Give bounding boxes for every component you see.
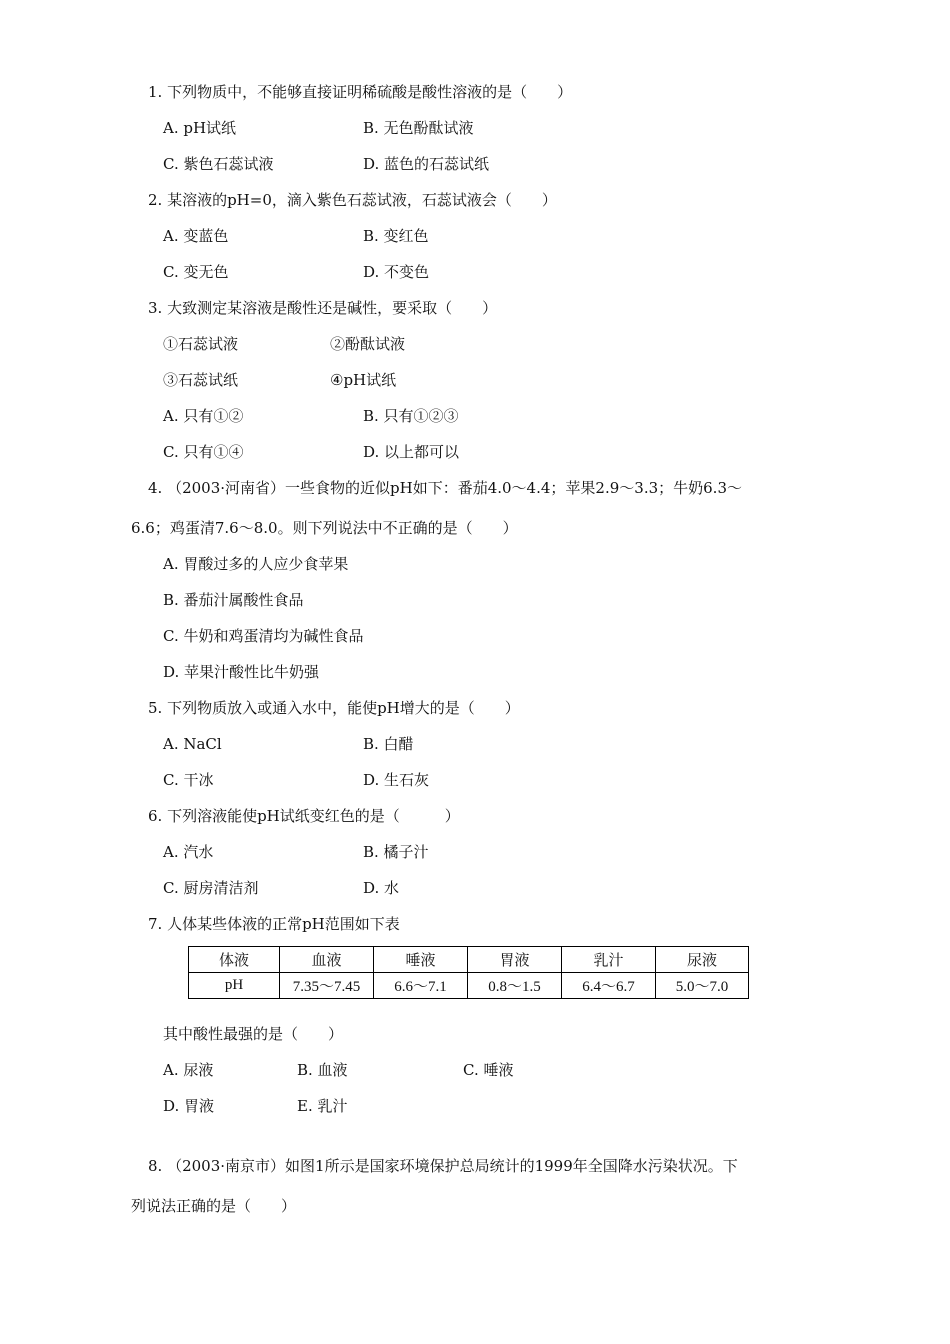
question-3-option-c: C. 只有①④ bbox=[163, 443, 244, 461]
ph-table-cell: 5.0～7.0 bbox=[656, 973, 749, 999]
question-3-item-2: ②酚酞试液 bbox=[330, 335, 406, 353]
question-5-option-a: A. NaCl bbox=[163, 735, 222, 753]
ph-table-cell: 6.4～6.7 bbox=[562, 973, 656, 999]
question-4-option-d: D. 苹果汁酸性比牛奶强 bbox=[163, 663, 320, 681]
question-7-option-e: E. 乳汁 bbox=[297, 1097, 348, 1115]
question-2-option-d: D. 不变色 bbox=[363, 263, 430, 281]
question-3-item-3: ③石蕊试纸 bbox=[163, 371, 239, 389]
question-3-stem: 3. 大致测定某溶液是酸性还是碱性，要采取（ ） bbox=[148, 299, 498, 317]
question-5-stem: 5. 下列物质放入或通入水中，能使pH增大的是（ ） bbox=[148, 699, 520, 717]
ph-table-header-cell: 唾液 bbox=[374, 947, 468, 973]
ph-table-header-cell: 血液 bbox=[280, 947, 374, 973]
question-2-stem: 2. 某溶液的pH=0，滴入紫色石蕊试液，石蕊试液会（ ） bbox=[148, 191, 557, 209]
question-8-stem-line-1: 8. （2003·南京市）如图1所示是国家环境保护总局统计的1999年全国降水污染状况。下 bbox=[148, 1157, 738, 1175]
question-3-option-b: B. 只有①②③ bbox=[363, 407, 459, 425]
question-6-option-b: B. 橘子汁 bbox=[363, 843, 429, 861]
question-6-option-c: C. 厨房清洁剂 bbox=[163, 879, 259, 897]
question-1-option-d: D. 蓝色的石蕊试纸 bbox=[363, 155, 490, 173]
question-1-option-a: A. pH试纸 bbox=[163, 119, 237, 137]
question-4-option-b: B. 番茄汁属酸性食品 bbox=[163, 591, 304, 609]
question-5-option-c: C. 干冰 bbox=[163, 771, 214, 789]
question-2-option-a: A. 变蓝色 bbox=[163, 227, 229, 245]
question-4-stem-line-2: 6.6；鸡蛋清7.6～8.0。则下列说法中不正确的是（ ） bbox=[131, 519, 518, 537]
question-5-option-d: D. 生石灰 bbox=[363, 771, 430, 789]
ph-table-cell: 0.8～1.5 bbox=[468, 973, 562, 999]
ph-table-value-row bbox=[189, 973, 749, 999]
question-6-option-d: D. 水 bbox=[363, 879, 400, 897]
question-5-option-b: B. 白醋 bbox=[363, 735, 414, 753]
ph-table-header-cell: 乳汁 bbox=[562, 947, 656, 973]
question-7-stem: 7. 人体某些体液的正常pH范围如下表 bbox=[148, 915, 400, 933]
question-3-option-d: D. 以上都可以 bbox=[363, 443, 460, 461]
question-7-option-a: A. 尿液 bbox=[163, 1061, 214, 1079]
question-6-option-a: A. 汽水 bbox=[163, 843, 214, 861]
question-4-option-a: A. 胃酸过多的人应少食苹果 bbox=[163, 555, 349, 573]
question-3-option-a: A. 只有①② bbox=[163, 407, 244, 425]
question-7-option-c: C. 唾液 bbox=[463, 1061, 514, 1079]
question-3-item-1: ①石蕊试液 bbox=[163, 335, 239, 353]
ph-table bbox=[188, 946, 749, 999]
ph-table-header-cell: 胃液 bbox=[468, 947, 562, 973]
question-6-stem: 6. 下列溶液能使pH试纸变红色的是（ ） bbox=[148, 807, 460, 825]
ph-table-header-cell: 尿液 bbox=[656, 947, 749, 973]
question-4-option-c: C. 牛奶和鸡蛋清均为碱性食品 bbox=[163, 627, 364, 645]
question-1-option-c: C. 紫色石蕊试液 bbox=[163, 155, 274, 173]
ph-table-header-cell: 体液 bbox=[189, 947, 280, 973]
ph-table-cell: pH bbox=[189, 973, 280, 999]
question-2-option-b: B. 变红色 bbox=[363, 227, 429, 245]
question-7-option-d: D. 胃液 bbox=[163, 1097, 215, 1115]
question-1-stem: 1. 下列物质中，不能够直接证明稀硫酸是酸性溶液的是（ ） bbox=[148, 83, 573, 101]
ph-table-header-row bbox=[189, 947, 749, 973]
question-7-followup: 其中酸性最强的是（ ） bbox=[163, 1025, 344, 1043]
question-3-item-4: ④pH试纸 bbox=[330, 371, 397, 389]
question-4-stem-line-1: 4. （2003·河南省）一些食物的近似pH如下：番茄4.0～4.4；苹果2.9～3.3；牛奶6.3～ bbox=[148, 479, 742, 497]
ph-table-cell: 6.6～7.1 bbox=[374, 973, 468, 999]
question-2-option-c: C. 变无色 bbox=[163, 263, 229, 281]
question-8-stem-line-2: 列说法正确的是（ ） bbox=[131, 1197, 297, 1215]
question-7-option-b: B. 血液 bbox=[297, 1061, 348, 1079]
question-1-option-b: B. 无色酚酞试液 bbox=[363, 119, 474, 137]
ph-table-cell: 7.35～7.45 bbox=[280, 973, 374, 999]
